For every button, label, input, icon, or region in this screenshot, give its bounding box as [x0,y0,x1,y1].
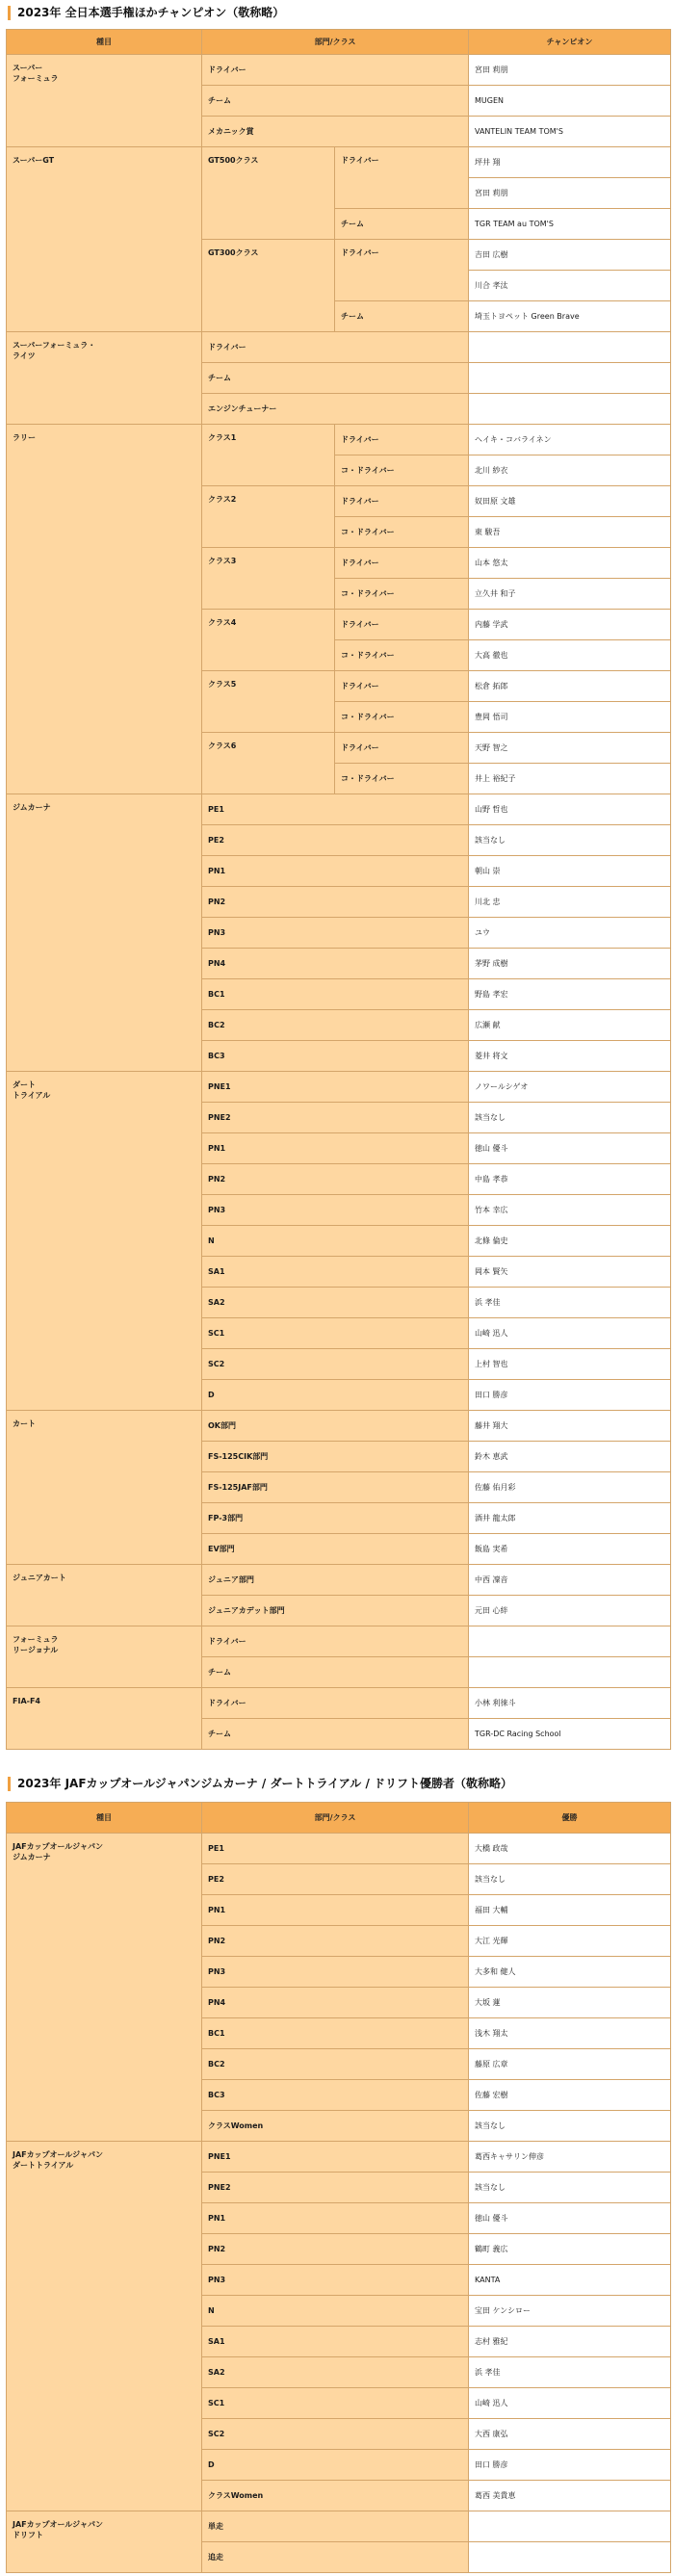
winner-cell: ノワールシゲオ [469,1072,671,1103]
division-cell: SA1 [202,2327,469,2357]
winner-cell: 該当なし [469,1864,671,1895]
table-row [7,794,671,825]
division-cell: BC1 [202,2018,469,2049]
division-cell: PN3 [202,1957,469,1988]
category-cell: フォーミュラ リージョナル [7,1626,202,1688]
winner-cell: 田口 勝彦 [469,2450,671,2481]
winner-cell: 大西 康弘 [469,2419,671,2450]
division-cell: PN2 [202,1926,469,1957]
winner-cell: 山本 悠太 [469,548,671,579]
winner-cell: TGR TEAM au TOM'S [469,209,671,240]
winner-cell: 井上 裕紀子 [469,764,671,794]
winner-cell: 藤井 翔大 [469,1411,671,1442]
division-cell: PN4 [202,1988,469,2018]
winner-cell: 該当なし [469,1103,671,1133]
division-cell: PNE2 [202,1103,469,1133]
role-cell: ドライバー [335,733,469,764]
category-cell: FIA-F4 [7,1688,202,1750]
winner-cell: KANTA [469,2265,671,2296]
winner-cell: 大多和 健人 [469,1957,671,1988]
division-cell: BC3 [202,2080,469,2111]
winner-cell: 佐藤 佑月彩 [469,1472,671,1503]
role-cell: コ・ドライバー [335,640,469,671]
category-cell: ジュニアカート [7,1565,202,1626]
table-row [7,1688,671,1719]
role-cell: ドライバー [335,486,469,517]
class-cell: クラス6 [202,733,335,794]
division-cell: ジュニアカデット部門 [202,1596,469,1626]
class-cell: GT300クラス [202,240,335,332]
class-cell: クラス2 [202,486,335,548]
category-cell: ラリー [7,425,202,794]
winner-cell: 田口 勝彦 [469,1380,671,1411]
division-cell: PN2 [202,1164,469,1195]
division-cell: BC2 [202,2049,469,2080]
division-cell: ドライバー [202,1688,469,1719]
winner-cell: 天野 智之 [469,733,671,764]
division-cell: PE2 [202,825,469,856]
winner-cell: 菱井 将文 [469,1041,671,1072]
table-row [7,1834,671,1864]
division-cell: チーム [202,1657,469,1688]
winner-cell [469,2511,671,2542]
header-division: 部門/クラス [202,30,469,55]
winner-cell: 中西 凜音 [469,1565,671,1596]
winner-cell: 東 駿吾 [469,517,671,548]
winner-cell: 鶴町 義広 [469,2234,671,2265]
winner-cell [469,1657,671,1688]
header-division: 部門/クラス [202,1803,469,1834]
division-cell: OK部門 [202,1411,469,1442]
winner-cell: 飯島 実希 [469,1534,671,1565]
winner-cell: 大高 徹也 [469,640,671,671]
winner-cell: ユウ [469,918,671,949]
winner-cell: 鈴木 恵武 [469,1442,671,1472]
role-cell: ドライバー [335,240,469,301]
winner-cell: 該当なし [469,825,671,856]
role-cell: コ・ドライバー [335,702,469,733]
category-cell: ダート トライアル [7,1072,202,1411]
division-cell: PN2 [202,2234,469,2265]
table-row [7,332,671,363]
winner-cell: 川北 忠 [469,887,671,918]
winner-cell: 大江 光輝 [469,1926,671,1957]
role-cell: コ・ドライバー [335,764,469,794]
division-cell: SA1 [202,1257,469,1288]
table-row [7,2511,671,2542]
category-cell: スーパーGT [7,147,202,332]
winner-cell: 宝田 ケンシロー [469,2296,671,2327]
winner-cell: 徳山 優斗 [469,2203,671,2234]
division-cell: PE1 [202,794,469,825]
role-cell: ドライバー [335,610,469,640]
division-cell: PN1 [202,1133,469,1164]
winner-cell: MUGEN [469,86,671,117]
division-cell: ドライバー [202,1626,469,1657]
division-cell: PN4 [202,949,469,979]
winner-cell [469,1626,671,1657]
division-cell: PNE1 [202,1072,469,1103]
winner-cell: 茅野 成樹 [469,949,671,979]
header-winner: 優勝 [469,1803,671,1834]
table-row [7,425,671,455]
winner-cell: 北條 倫史 [469,1226,671,1257]
class-cell: クラス4 [202,610,335,671]
division-cell: PN1 [202,856,469,887]
header-category: 種目 [7,1803,202,1834]
winner-cell: ヘイキ・コバライネン [469,425,671,455]
division-cell: N [202,1226,469,1257]
winner-cell: 北川 紗衣 [469,455,671,486]
winner-cell [469,394,671,425]
role-cell: チーム [335,301,469,332]
division-cell: BC1 [202,979,469,1010]
division-cell: PN3 [202,1195,469,1226]
winner-cell: 山崎 迅人 [469,2388,671,2419]
winner-cell: 中島 孝恭 [469,1164,671,1195]
division-cell: SC1 [202,2388,469,2419]
division-cell: SC2 [202,2419,469,2450]
division-cell: チーム [202,363,469,394]
role-cell: コ・ドライバー [335,455,469,486]
division-cell: クラスWomen [202,2481,469,2511]
winner-cell: 川合 孝汰 [469,271,671,301]
division-cell: EV部門 [202,1534,469,1565]
winner-cell: 奴田原 文雄 [469,486,671,517]
championship-table [6,29,671,1750]
section-title-jaf-cup: 2023年 JAFカップオールジャパンジムカーナ / ダートトライアル / ドリフト優勝者（敬称略） [8,1777,512,1791]
division-cell: SA2 [202,2357,469,2388]
winner-cell: 該当なし [469,2173,671,2203]
winner-cell [469,332,671,363]
table-row [7,1565,671,1596]
winner-cell: 浜 孝佳 [469,1288,671,1318]
division-cell: 追走 [202,2542,469,2573]
division-cell: D [202,1380,469,1411]
winner-cell: 坪井 翔 [469,147,671,178]
role-cell: ドライバー [335,548,469,579]
role-cell: ドライバー [335,425,469,455]
division-cell: PN1 [202,2203,469,2234]
winner-cell: 大坂 蓮 [469,1988,671,2018]
jaf-cup-table [6,1802,671,2573]
division-cell: PE1 [202,1834,469,1864]
winner-cell: 宮田 莉朋 [469,55,671,86]
division-cell: PN2 [202,887,469,918]
table-row [7,55,671,86]
winner-cell: 朝山 崇 [469,856,671,887]
winner-cell: 佐藤 宏樹 [469,2080,671,2111]
table-row [7,147,671,178]
division-cell: PN3 [202,918,469,949]
category-cell: JAFカップオールジャパン ダートトライアル [7,2142,202,2511]
winner-cell: 浅木 翔太 [469,2018,671,2049]
division-cell: 単走 [202,2511,469,2542]
category-cell: JAFカップオールジャパン ドリフト [7,2511,202,2573]
category-cell: カート [7,1411,202,1565]
winner-cell: 葛西 美貴恵 [469,2481,671,2511]
division-cell: チーム [202,86,469,117]
winner-cell: 広瀬 献 [469,1010,671,1041]
winner-cell: 埼玉トヨペット Green Brave [469,301,671,332]
role-cell: ドライバー [335,671,469,702]
winner-cell: 葛西キャサリン伸彦 [469,2142,671,2173]
winner-cell: 吉田 広樹 [469,240,671,271]
winner-cell: 野島 孝宏 [469,979,671,1010]
winner-cell: 上村 智也 [469,1349,671,1380]
class-cell: クラス5 [202,671,335,733]
table-row [7,1626,671,1657]
winner-cell: 志村 雅紀 [469,2327,671,2357]
header-winner: チャンピオン [469,30,671,55]
winner-cell: 福田 大輔 [469,1895,671,1926]
winner-cell: TGR-DC Racing School [469,1719,671,1750]
class-cell: クラス3 [202,548,335,610]
role-cell: コ・ドライバー [335,579,469,610]
winner-cell: 藤原 広章 [469,2049,671,2080]
winner-cell: 小林 利徠斗 [469,1688,671,1719]
winner-cell: 徳山 優斗 [469,1133,671,1164]
winner-cell: 山崎 迅人 [469,1318,671,1349]
division-cell: ドライバー [202,332,469,363]
division-cell: PNE2 [202,2173,469,2203]
division-cell: PN3 [202,2265,469,2296]
class-cell: GT500クラス [202,147,335,240]
winner-cell: 松倉 拓郎 [469,671,671,702]
division-cell: PN1 [202,1895,469,1926]
winner-cell: 大橋 政哉 [469,1834,671,1864]
division-cell: メカニック賞 [202,117,469,147]
winner-cell: VANTELIN TEAM TOM'S [469,117,671,147]
winner-cell: 豊岡 悟司 [469,702,671,733]
table-row [7,2142,671,2173]
winner-cell: 浜 孝佳 [469,2357,671,2388]
division-cell: FS-125CIK部門 [202,1442,469,1472]
role-cell: ドライバー [335,147,469,209]
division-cell: SA2 [202,1288,469,1318]
division-cell: BC3 [202,1041,469,1072]
winner-cell [469,363,671,394]
division-cell: クラスWomen [202,2111,469,2142]
winner-cell: 該当なし [469,2111,671,2142]
division-cell: N [202,2296,469,2327]
class-cell: クラス1 [202,425,335,486]
winner-cell: 立久井 和子 [469,579,671,610]
winner-cell: 内藤 学武 [469,610,671,640]
table-header-row [7,1803,671,1834]
division-cell: ドライバー [202,55,469,86]
winner-cell: 元田 心絆 [469,1596,671,1626]
division-cell: チーム [202,1719,469,1750]
division-cell: D [202,2450,469,2481]
division-cell: PE2 [202,1864,469,1895]
winner-cell [469,2542,671,2573]
winner-cell: 酒井 龍太郎 [469,1503,671,1534]
division-cell: エンジンチューナー [202,394,469,425]
table-row [7,1072,671,1103]
division-cell: FP-3部門 [202,1503,469,1534]
role-cell: コ・ドライバー [335,517,469,548]
division-cell: PNE1 [202,2142,469,2173]
category-cell: スーパーフォーミュラ・ ライツ [7,332,202,425]
category-cell: JAFカップオールジャパン ジムカーナ [7,1834,202,2142]
winner-cell: 山野 哲也 [469,794,671,825]
section-title-championships: 2023年 全日本選手権ほかチャンピオン（敬称略） [8,6,284,20]
table-row [7,1411,671,1442]
winner-cell: 宮田 莉朋 [469,178,671,209]
winner-cell: 岡本 賢矢 [469,1257,671,1288]
division-cell: SC1 [202,1318,469,1349]
division-cell: SC2 [202,1349,469,1380]
category-cell: ジムカーナ [7,794,202,1072]
division-cell: FS-125JAF部門 [202,1472,469,1503]
role-cell: チーム [335,209,469,240]
category-cell: スーパー フォーミュラ [7,55,202,147]
division-cell: BC2 [202,1010,469,1041]
table-header-row [7,30,671,55]
header-category: 種目 [7,30,202,55]
winner-cell: 竹本 幸広 [469,1195,671,1226]
division-cell: ジュニア部門 [202,1565,469,1596]
